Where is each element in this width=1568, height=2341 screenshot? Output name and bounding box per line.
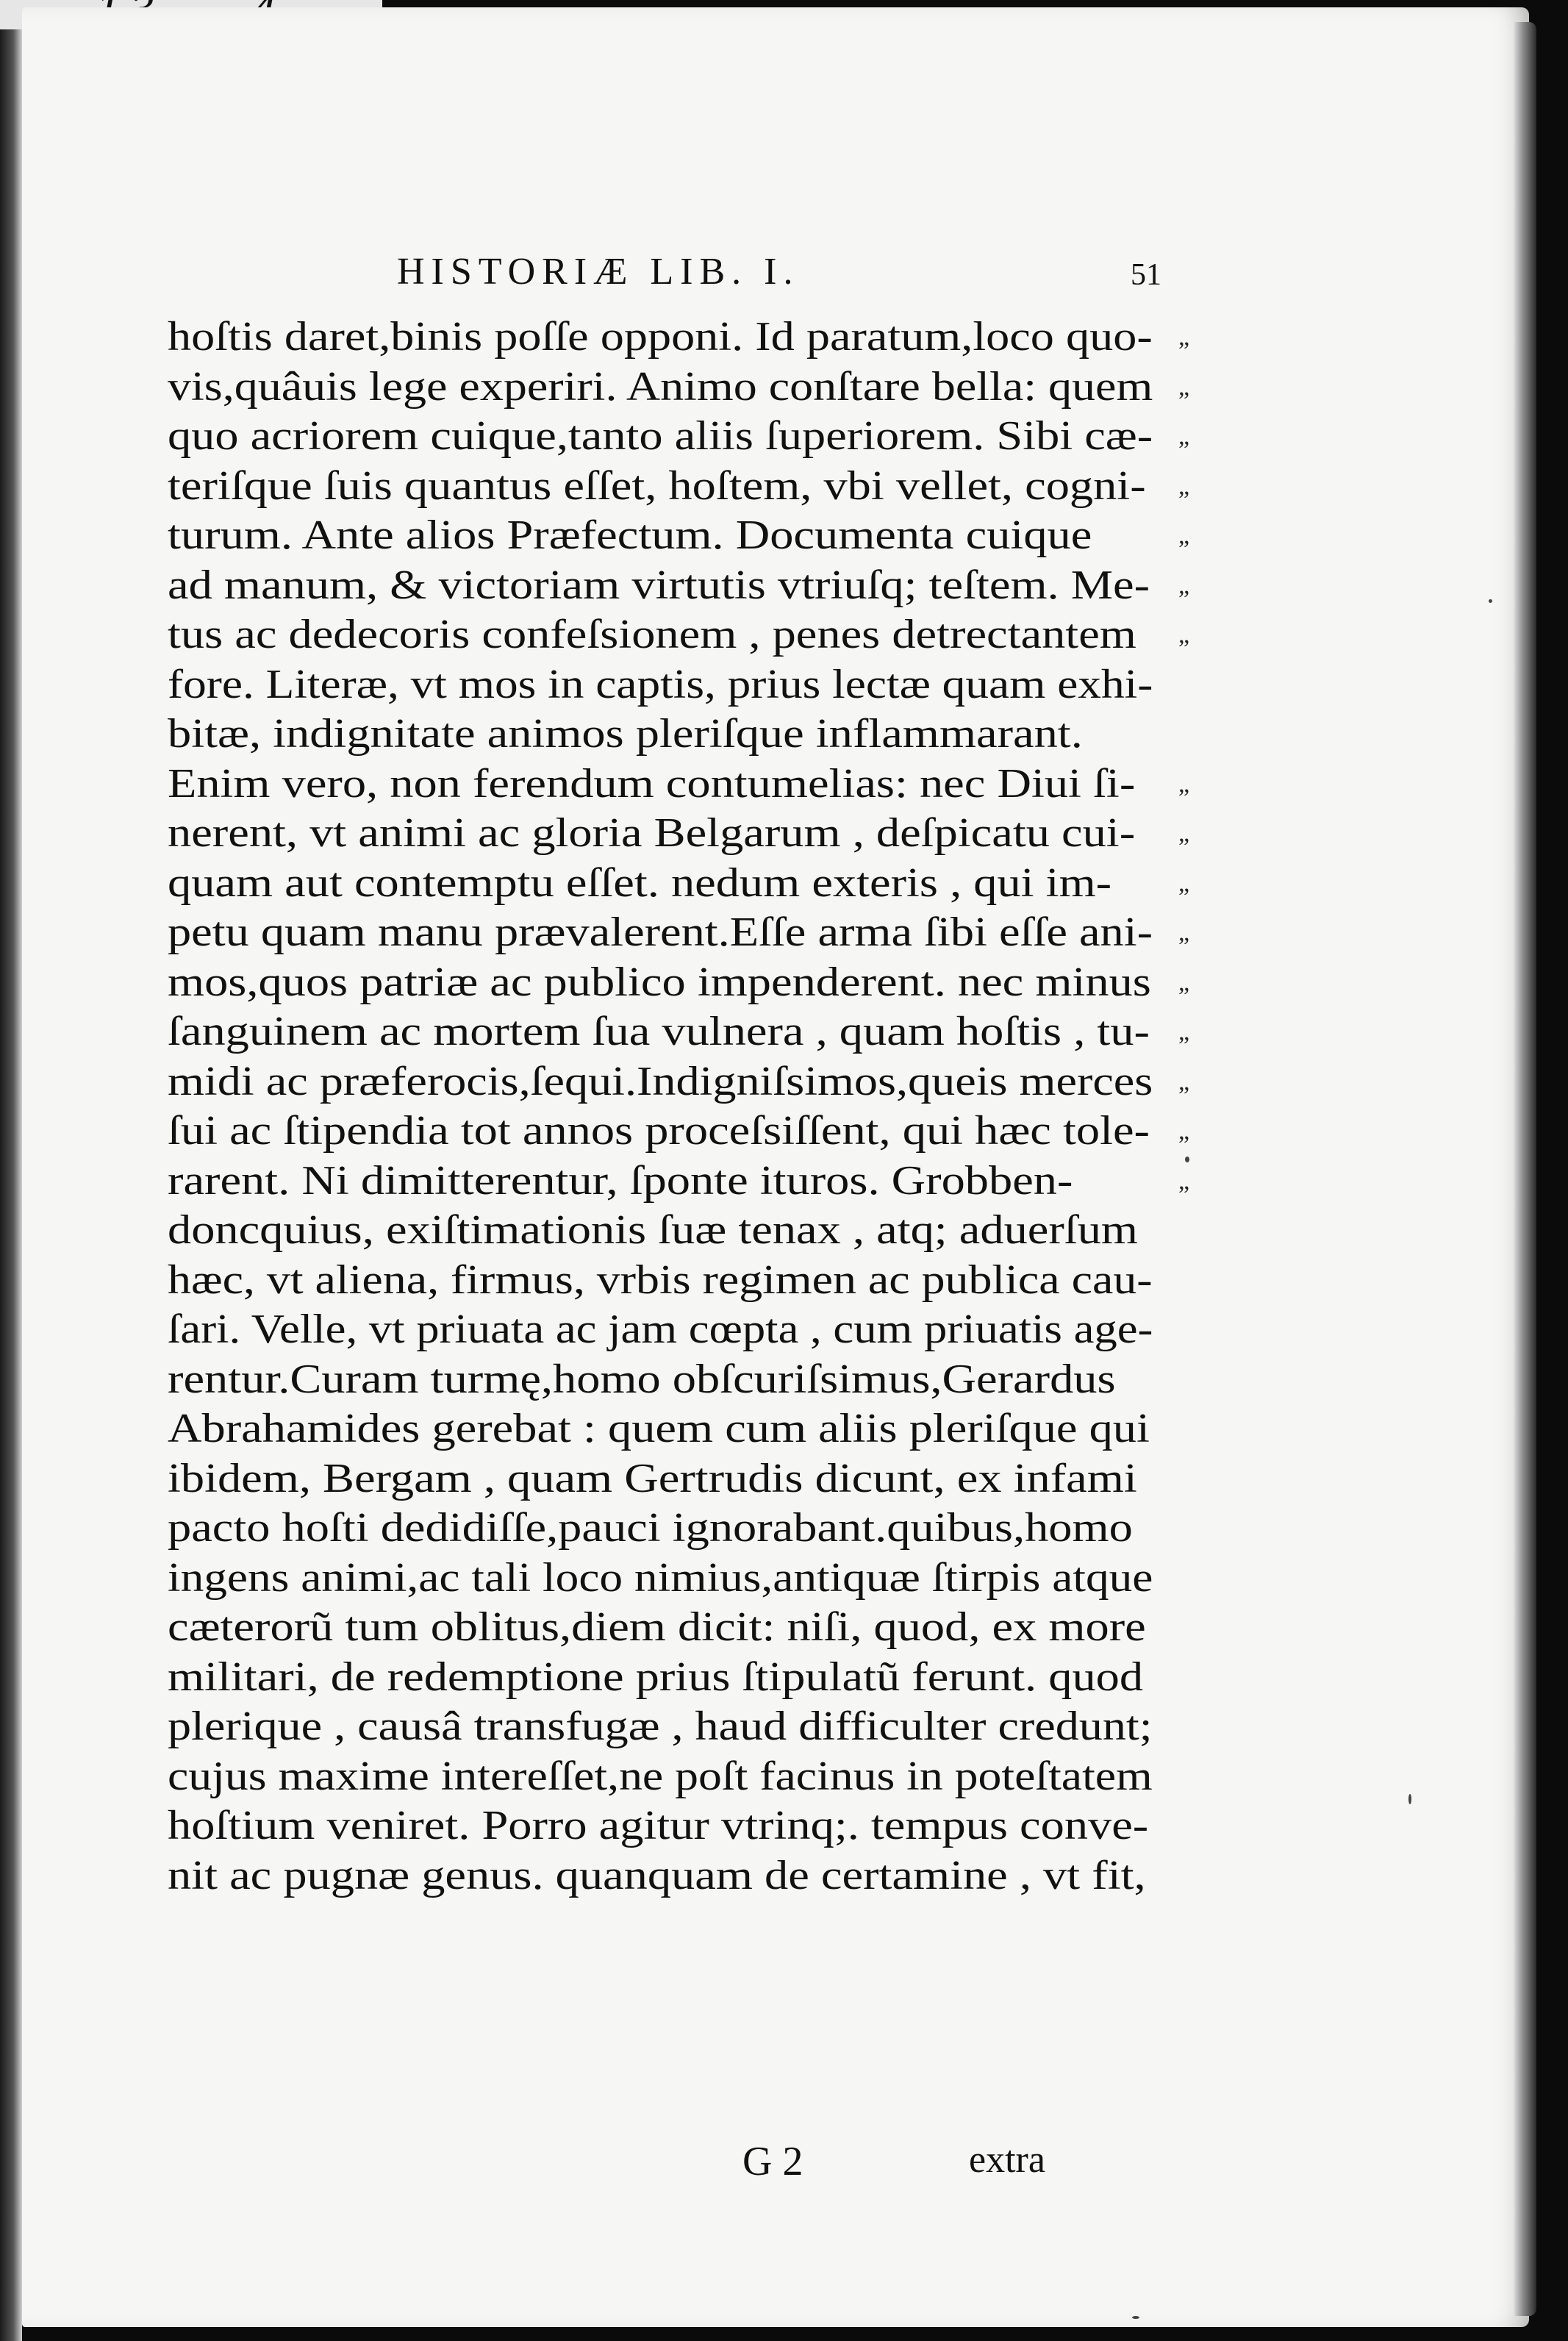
line-text: doncquius, exiſtimationis ſuæ tenax , atq; aduerſum	[168, 1207, 1138, 1253]
text-line	[168, 1404, 1153, 1454]
text-line	[168, 1454, 1153, 1504]
quotation-mark: „	[1178, 373, 1190, 401]
folio-number: 51	[1131, 258, 1161, 292]
text-line	[168, 710, 1153, 760]
quotation-mark: „	[1178, 919, 1190, 946]
quotation-mark: „	[1178, 472, 1190, 500]
line-text: quo acriorem cuique,tanto aliis ſuperiorem. Sibi cæ-	[168, 413, 1153, 459]
line-text: Enim vero, non ferendum contumelias: nec Diui ſi-	[168, 760, 1136, 807]
line-text: turum. Ante alios Præfectum. Documenta cuique	[168, 512, 1092, 558]
line-text: midi ac præferocis,ſequi.Indigniſsimos,queis merces	[168, 1058, 1153, 1104]
text-line	[168, 561, 1190, 611]
text-line	[168, 1107, 1190, 1157]
quotation-mark: „	[1178, 571, 1190, 599]
catchword: extra	[969, 2139, 1045, 2181]
text-line	[168, 362, 1190, 412]
body-text	[168, 312, 1190, 1901]
text-line	[168, 760, 1190, 809]
text-line	[168, 1653, 1153, 1703]
line-text: fore. Literæ, vt mos in captis, prius lectæ quam exhi-	[168, 661, 1153, 707]
quotation-mark: „	[1178, 820, 1190, 847]
quotation-mark: „	[1178, 1018, 1190, 1046]
quotation-mark: „	[1178, 1068, 1190, 1096]
text-line	[168, 610, 1190, 660]
line-text: tus ac dedecoris confeſsionem , penes detrectantem	[168, 612, 1136, 657]
quotation-mark: „	[1178, 423, 1190, 450]
quotation-mark: „	[1178, 1118, 1190, 1145]
text-line	[168, 1554, 1153, 1604]
line-text: militari, de redemptione prius ſtipulatũ ferunt. quod	[168, 1654, 1144, 1700]
quotation-mark: „	[1178, 621, 1190, 648]
text-line	[168, 1851, 1153, 1901]
text-line	[168, 1206, 1153, 1256]
line-text: petu quam manu prævalerent.Eſſe arma ſibi eſſe ani-	[168, 909, 1153, 955]
text-line	[168, 1057, 1190, 1107]
text-line	[168, 462, 1190, 512]
text-line	[168, 809, 1190, 859]
line-text: teriſque ſuis quantus eſſet, hoſtem, vbi vellet, cogni-	[168, 462, 1146, 509]
line-text: nit ac pugnæ genus. quanquam de certamine , vt fit,	[168, 1852, 1146, 1898]
text-line	[168, 1157, 1190, 1207]
line-text: hæc, vt aliena, firmus, vrbis regimen ac publica cau-	[168, 1257, 1153, 1303]
line-text: vis,quâuis lege experiri. Animo conſtare bella: quem	[168, 363, 1153, 410]
line-text: Abrahamides gerebat : quem cum aliis pleriſque qui	[168, 1406, 1150, 1451]
line-text: bitæ, indignitate animos pleriſque inflammarant.	[168, 711, 1083, 757]
quotation-mark: „	[1178, 869, 1190, 897]
running-head: HISTORIÆ LIB. I.	[397, 251, 800, 293]
text-line	[168, 511, 1190, 561]
text-line	[168, 1256, 1153, 1306]
text-line	[168, 1702, 1153, 1752]
text-line	[168, 859, 1190, 909]
line-text: ibidem, Bergam , quam Gertrudis dicunt, ex infami	[168, 1455, 1137, 1501]
line-text: hoſtium veniret. Porro agitur vtrinq;. tempus conve-	[168, 1803, 1149, 1848]
line-text: rentur.Curam turmę,homo obſcuriſsimus,Gerardus	[168, 1356, 1116, 1402]
quotation-mark: „	[1178, 968, 1190, 996]
line-text: ad manum, & victoriam virtutis vtriuſq; teſtem. Me-	[168, 562, 1150, 608]
text-line	[168, 660, 1153, 710]
page-fore-edge	[1514, 22, 1536, 2316]
text-line	[168, 1603, 1153, 1653]
text-line	[168, 1305, 1153, 1355]
text-line	[168, 1752, 1153, 1802]
line-text: plerique , causâ transfugæ , haud difficulter credunt;	[168, 1704, 1153, 1749]
binding-gutter-left	[0, 29, 22, 2341]
line-text: mos,quos patriæ ac publico impenderent. nec minus	[168, 959, 1151, 1005]
line-text: cæterorũ tum oblitus,diem dicit: niſi, quod, ex more	[168, 1604, 1146, 1650]
text-line	[168, 1801, 1153, 1851]
quotation-mark: „	[1178, 1167, 1190, 1195]
text-line	[168, 908, 1190, 958]
line-text: hoſtis daret,binis poſſe opponi. Id paratum,loco quo-	[168, 314, 1153, 360]
quotation-mark: „	[1178, 770, 1190, 798]
line-text: rarent. Ni dimitterentur, ſponte ituros. Grobben-	[168, 1157, 1073, 1204]
line-text: cujus maxime intereſſet,ne poſt facinus in poteſtatem	[168, 1753, 1153, 1799]
text-line	[168, 412, 1190, 462]
line-text: quam aut contemptu eſſet. nedum exteris , qui im-	[168, 859, 1112, 906]
text-line	[168, 958, 1190, 1008]
line-text: pacto hoſti dedidiſſe,pauci ignorabant.quibus,homo	[168, 1505, 1133, 1551]
line-text: ingens animi,ac tali loco nimius,antiquæ ſtirpis atque	[168, 1554, 1153, 1601]
text-line	[168, 1007, 1190, 1057]
line-text: ſui ac ſtipendia tot annos proceſsiſſent, qui hæc tole-	[168, 1108, 1150, 1154]
line-text: nerent, vt animi ac gloria Belgarum , deſpicatu cui-	[168, 810, 1136, 856]
signature-mark: G 2	[742, 2139, 803, 2184]
text-line	[168, 312, 1190, 362]
text-line	[168, 1355, 1153, 1405]
quotation-mark: „	[1178, 324, 1190, 351]
line-text: ſari. Velle, vt priuata ac jam cœpta , cum priuatis age-	[168, 1307, 1153, 1352]
line-text: ſanguinem ac mortem ſua vulnera , quam hoſtis , tu-	[168, 1009, 1150, 1054]
text-line	[168, 1504, 1153, 1554]
quotation-mark: „	[1178, 522, 1190, 549]
